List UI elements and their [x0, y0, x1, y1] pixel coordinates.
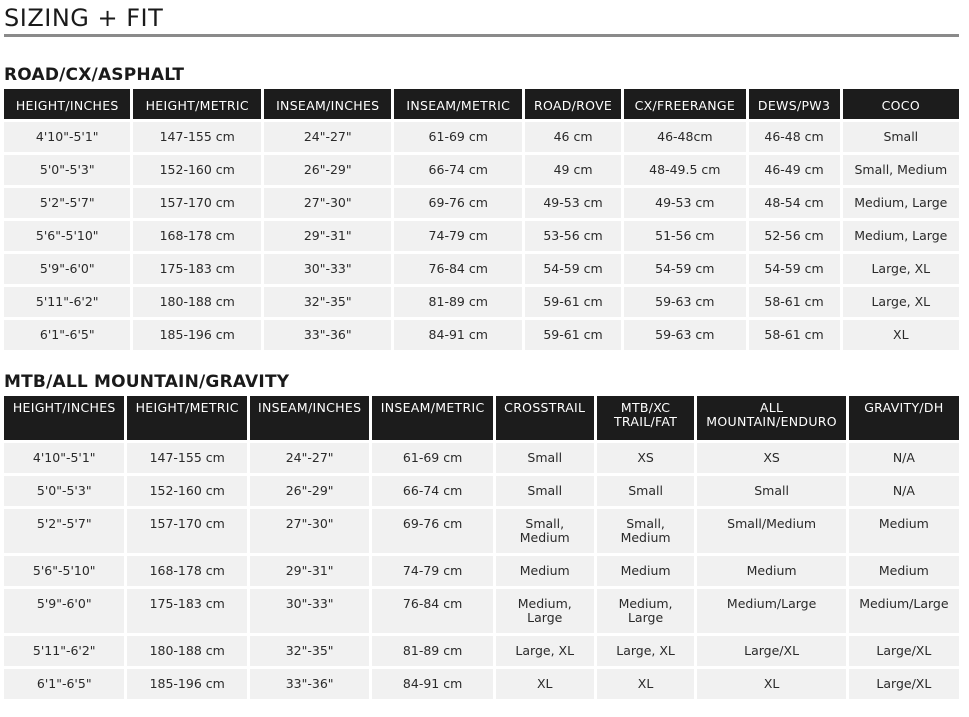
- mtb-table-cell: [372, 636, 492, 666]
- road-table-cell: 152-160 cm: [133, 155, 261, 185]
- road-table-row: [4, 221, 959, 251]
- cell-line: XL: [763, 676, 780, 691]
- mtb-table-cell: [697, 476, 845, 506]
- road-table-cell: 49-53 cm: [525, 188, 621, 218]
- mtb-table-cell: [250, 476, 369, 506]
- cell-line: 5'6"-5'10": [32, 563, 96, 578]
- road-table-cell: 6'1"-6'5": [4, 320, 130, 350]
- mtb-table-cell: [697, 443, 845, 473]
- mtb-table-cell: [496, 556, 594, 586]
- cell-line: XS: [763, 450, 780, 465]
- mtb-table-cell: [127, 669, 246, 699]
- mtb-table-cell: [4, 589, 124, 633]
- mtb-table-cell: [250, 509, 369, 553]
- road-table-cell: 147-155 cm: [133, 122, 261, 152]
- mtb-table-cell: [372, 556, 492, 586]
- header-line: ALL: [759, 400, 784, 415]
- mtb-table-body: [4, 443, 959, 699]
- mtb-table-cell: [697, 589, 845, 633]
- mtb-column-header: [597, 396, 695, 440]
- cell-line: Small,: [525, 516, 565, 531]
- mtb-table-row: [4, 669, 959, 699]
- cell-line: 4'10"-5'1": [32, 450, 96, 465]
- mtb-table-cell: [697, 509, 845, 553]
- road-table-cell: 66-74 cm: [394, 155, 522, 185]
- cell-line: 33"-36": [285, 676, 334, 691]
- header-line: TRAIL/FAT: [613, 414, 678, 429]
- mtb-table-cell: [372, 589, 492, 633]
- mtb-table-cell: [597, 636, 695, 666]
- mtb-section-title: MTB/ALL MOUNTAIN/GRAVITY: [4, 372, 290, 392]
- road-table-cell: 61-69 cm: [394, 122, 522, 152]
- mtb-table-cell: [127, 636, 246, 666]
- cell-line: 157-170 cm: [149, 516, 225, 531]
- cell-line: 81-89 cm: [402, 643, 463, 658]
- cell-line: Small: [527, 450, 563, 465]
- cell-line: Medium: [620, 563, 671, 578]
- mtb-table-row: [4, 476, 959, 506]
- road-table-cell: 58-61 cm: [749, 320, 840, 350]
- cell-line: N/A: [892, 450, 915, 465]
- cell-line: 27"-30": [285, 516, 334, 531]
- road-column-header: CX/FREERANGE: [624, 89, 745, 119]
- cell-line: Small: [754, 483, 789, 498]
- mtb-table-cell: [496, 589, 594, 633]
- header-line: INSEAM/METRIC: [380, 400, 485, 415]
- cell-line: Large/XL: [744, 643, 800, 658]
- header-line: INSEAM/INCHES: [257, 400, 362, 415]
- cell-line: 30"-33": [285, 596, 334, 611]
- road-table-cell: 26"-29": [264, 155, 392, 185]
- road-table-cell: Medium, Large: [843, 221, 959, 251]
- cell-line: Large: [627, 610, 664, 625]
- road-table-cell: 29"-31": [264, 221, 392, 251]
- road-table-cell: 74-79 cm: [394, 221, 522, 251]
- road-section-title: ROAD/CX/ASPHALT: [4, 65, 185, 85]
- mtb-size-table: [1, 393, 962, 702]
- cell-line: Small/Medium: [727, 516, 817, 531]
- road-table-row: [4, 155, 959, 185]
- road-table-cell: 59-63 cm: [624, 320, 745, 350]
- mtb-table-cell: [597, 589, 695, 633]
- road-table-cell: 5'11"-6'2": [4, 287, 130, 317]
- mtb-table-cell: [250, 443, 369, 473]
- mtb-table-row: [4, 556, 959, 586]
- road-table-cell: 54-59 cm: [525, 254, 621, 284]
- page-title: SIZING + FIT: [4, 4, 164, 32]
- cell-line: Medium/Large: [859, 596, 949, 611]
- road-table-cell: 48-49.5 cm: [624, 155, 745, 185]
- cell-line: Large: [527, 610, 563, 625]
- road-table-cell: 27"-30": [264, 188, 392, 218]
- road-table-cell: 5'2"-5'7": [4, 188, 130, 218]
- mtb-column-header: [697, 396, 845, 440]
- mtb-table-cell: [849, 509, 959, 553]
- mtb-column-header: [127, 396, 246, 440]
- cell-line: 180-188 cm: [149, 643, 225, 658]
- mtb-table-cell: [496, 509, 594, 553]
- mtb-table-cell: [496, 476, 594, 506]
- header-line: MTB/XC: [620, 400, 671, 415]
- cell-line: 5'2"-5'7": [36, 516, 92, 531]
- road-table-row: [4, 320, 959, 350]
- cell-line: XL: [536, 676, 553, 691]
- cell-line: 5'11"-6'2": [32, 643, 96, 658]
- cell-line: 152-160 cm: [149, 483, 225, 498]
- road-table-cell: 30"-33": [264, 254, 392, 284]
- mtb-table-cell: [127, 589, 246, 633]
- mtb-table-cell: [597, 509, 695, 553]
- cell-line: 6'1"-6'5": [36, 676, 92, 691]
- road-table-cell: 59-61 cm: [525, 287, 621, 317]
- road-table-cell: 24"-27": [264, 122, 392, 152]
- road-table-cell: 49-53 cm: [624, 188, 745, 218]
- mtb-table-cell: [127, 476, 246, 506]
- mtb-table-cell: [849, 589, 959, 633]
- mtb-table-cell: [597, 669, 695, 699]
- road-column-header: ROAD/ROVE: [525, 89, 621, 119]
- road-table-cell: 46-48cm: [624, 122, 745, 152]
- mtb-table-cell: [250, 556, 369, 586]
- road-table-cell: 54-59 cm: [749, 254, 840, 284]
- mtb-column-header: [496, 396, 594, 440]
- cell-line: 32"-35": [285, 643, 334, 658]
- mtb-table-cell: [4, 669, 124, 699]
- cell-line: Large, XL: [616, 643, 675, 658]
- cell-line: Small: [527, 483, 563, 498]
- mtb-table-cell: [127, 556, 246, 586]
- road-table-cell: 5'9"-6'0": [4, 254, 130, 284]
- mtb-table-cell: [597, 556, 695, 586]
- road-table-row: [4, 122, 959, 152]
- mtb-table-cell: [250, 669, 369, 699]
- road-table-row: [4, 188, 959, 218]
- road-table-cell: 59-61 cm: [525, 320, 621, 350]
- cell-line: Large/XL: [876, 676, 932, 691]
- mtb-column-header: [849, 396, 959, 440]
- road-table-cell: 48-54 cm: [749, 188, 840, 218]
- mtb-table-cell: [372, 509, 492, 553]
- road-table-cell: 76-84 cm: [394, 254, 522, 284]
- road-table-cell: Large, XL: [843, 254, 959, 284]
- cell-line: Medium: [519, 530, 570, 545]
- road-table-cell: 81-89 cm: [394, 287, 522, 317]
- cell-line: Medium: [746, 563, 797, 578]
- cell-line: 24"-27": [285, 450, 334, 465]
- mtb-table-cell: [127, 443, 246, 473]
- road-table-cell: 5'0"-5'3": [4, 155, 130, 185]
- road-table-cell: 84-91 cm: [394, 320, 522, 350]
- cell-line: 147-155 cm: [149, 450, 225, 465]
- cell-line: 5'0"-5'3": [36, 483, 92, 498]
- cell-line: Medium: [620, 530, 671, 545]
- mtb-table-cell: [849, 476, 959, 506]
- mtb-table-cell: [372, 443, 492, 473]
- mtb-table-cell: [496, 636, 594, 666]
- road-table-cell: Medium, Large: [843, 188, 959, 218]
- road-table-cell: 46 cm: [525, 122, 621, 152]
- road-table-row: [4, 254, 959, 284]
- road-table-row: [4, 287, 959, 317]
- cell-line: 185-196 cm: [149, 676, 225, 691]
- road-table-cell: 4'10"-5'1": [4, 122, 130, 152]
- mtb-column-header: [4, 396, 124, 440]
- road-table-cell: 46-49 cm: [749, 155, 840, 185]
- cell-line: Large, XL: [515, 643, 575, 658]
- cell-line: Small,: [626, 516, 665, 531]
- cell-line: Medium: [878, 563, 929, 578]
- mtb-table-cell: [697, 669, 845, 699]
- mtb-table-cell: [372, 669, 492, 699]
- mtb-table-cell: [4, 636, 124, 666]
- header-line: HEIGHT/METRIC: [135, 400, 239, 415]
- cell-line: 26"-29": [285, 483, 334, 498]
- mtb-table-cell: [697, 636, 845, 666]
- road-table-cell: Large, XL: [843, 287, 959, 317]
- road-table-cell: 32"-35": [264, 287, 392, 317]
- cell-line: 84-91 cm: [402, 676, 463, 691]
- header-line: GRAVITY/DH: [864, 400, 944, 415]
- road-table-cell: 59-63 cm: [624, 287, 745, 317]
- road-table-cell: 53-56 cm: [525, 221, 621, 251]
- cell-line: 175-183 cm: [149, 596, 225, 611]
- mtb-table-cell: [127, 509, 246, 553]
- cell-line: 66-74 cm: [402, 483, 463, 498]
- road-size-table: [1, 86, 962, 353]
- road-table-body: [4, 122, 959, 350]
- road-table-cell: 175-183 cm: [133, 254, 261, 284]
- cell-line: Small: [628, 483, 663, 498]
- mtb-table-cell: [250, 636, 369, 666]
- mtb-table-cell: [372, 476, 492, 506]
- mtb-table-cell: [4, 476, 124, 506]
- cell-line: XS: [637, 450, 654, 465]
- cell-line: Medium/Large: [726, 596, 817, 611]
- cell-line: Large/XL: [876, 643, 932, 658]
- header-line: CROSSTRAIL: [504, 400, 586, 415]
- road-table-cell: 54-59 cm: [624, 254, 745, 284]
- road-table-cell: 5'6"-5'10": [4, 221, 130, 251]
- header-line: MOUNTAIN/ENDURO: [706, 414, 837, 429]
- road-table-cell: Small: [843, 122, 959, 152]
- road-column-header: COCO: [843, 89, 959, 119]
- cell-line: XL: [637, 676, 654, 691]
- mtb-header-row: [4, 396, 959, 440]
- cell-line: N/A: [892, 483, 915, 498]
- mtb-table-cell: [496, 669, 594, 699]
- mtb-table-cell: [697, 556, 845, 586]
- road-table-cell: 168-178 cm: [133, 221, 261, 251]
- road-column-header: HEIGHT/METRIC: [133, 89, 261, 119]
- cell-line: 69-76 cm: [402, 516, 463, 531]
- mtb-table-row: [4, 509, 959, 553]
- road-table-cell: 52-56 cm: [749, 221, 840, 251]
- mtb-table-row: [4, 443, 959, 473]
- title-divider: [4, 34, 959, 37]
- road-table-cell: XL: [843, 320, 959, 350]
- cell-line: Medium,: [517, 596, 572, 611]
- cell-line: 76-84 cm: [402, 596, 463, 611]
- mtb-table-cell: [4, 556, 124, 586]
- cell-line: Medium: [519, 563, 570, 578]
- road-table-cell: 58-61 cm: [749, 287, 840, 317]
- road-table-cell: 180-188 cm: [133, 287, 261, 317]
- road-table-cell: Small, Medium: [843, 155, 959, 185]
- mtb-column-header: [372, 396, 492, 440]
- mtb-table-cell: [849, 636, 959, 666]
- road-table-cell: 69-76 cm: [394, 188, 522, 218]
- mtb-table-cell: [849, 443, 959, 473]
- header-line: HEIGHT/INCHES: [12, 400, 116, 415]
- mtb-table-cell: [496, 443, 594, 473]
- cell-line: Medium,: [618, 596, 673, 611]
- cell-line: Medium: [878, 516, 929, 531]
- mtb-table-cell: [849, 556, 959, 586]
- cell-line: 61-69 cm: [402, 450, 463, 465]
- road-header-row: [4, 89, 959, 119]
- road-column-header: HEIGHT/INCHES: [4, 89, 130, 119]
- mtb-table-cell: [250, 589, 369, 633]
- road-table-cell: 157-170 cm: [133, 188, 261, 218]
- mtb-table-cell: [597, 476, 695, 506]
- cell-line: 5'9"-6'0": [36, 596, 92, 611]
- mtb-table-cell: [849, 669, 959, 699]
- mtb-table-cell: [4, 509, 124, 553]
- mtb-table-row: [4, 589, 959, 633]
- mtb-table-cell: [4, 443, 124, 473]
- road-table-cell: 46-48 cm: [749, 122, 840, 152]
- cell-line: 29"-31": [285, 563, 334, 578]
- mtb-column-header: [250, 396, 369, 440]
- road-column-header: INSEAM/METRIC: [394, 89, 522, 119]
- road-table-cell: 33"-36": [264, 320, 392, 350]
- road-column-header: DEWS/PW3: [749, 89, 840, 119]
- mtb-table-cell: [597, 443, 695, 473]
- cell-line: 74-79 cm: [402, 563, 463, 578]
- road-column-header: INSEAM/INCHES: [264, 89, 392, 119]
- road-table-cell: 51-56 cm: [624, 221, 745, 251]
- road-table-cell: 185-196 cm: [133, 320, 261, 350]
- mtb-table-row: [4, 636, 959, 666]
- cell-line: 168-178 cm: [149, 563, 225, 578]
- road-table-cell: 49 cm: [525, 155, 621, 185]
